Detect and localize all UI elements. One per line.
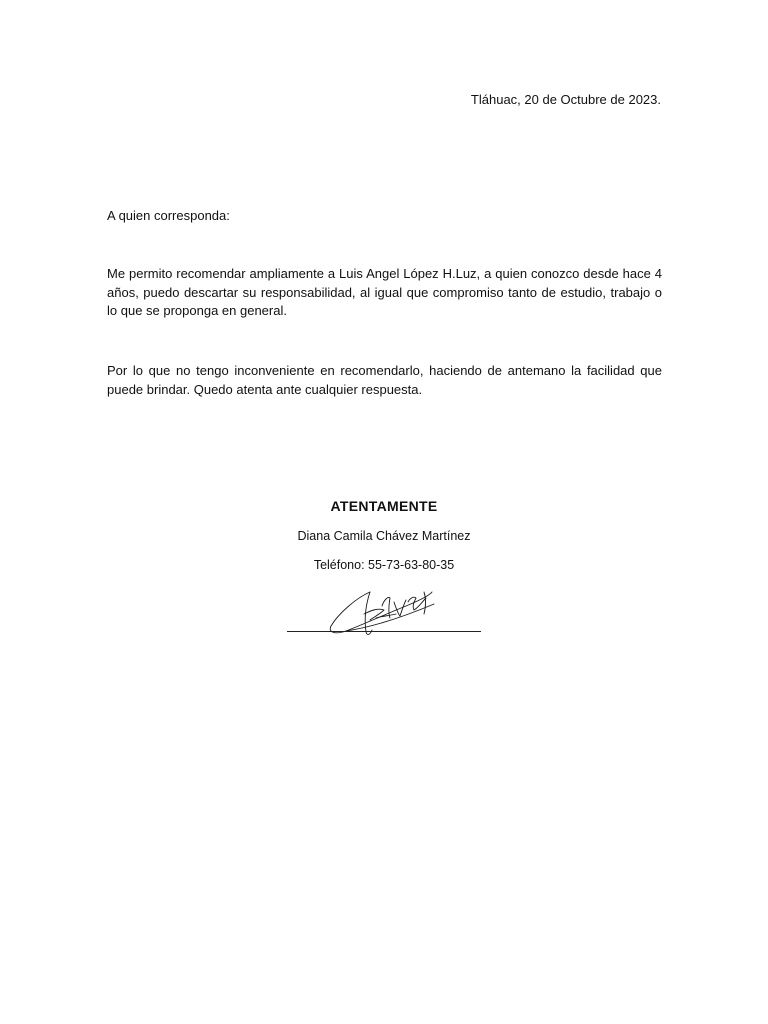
body-paragraph-1: Me permito recomendar ampliamente a Luis Angel López H.Luz, a quien conozco desde hace 4 años, puedo descartar su responsabilidad, al igual que compromiso tanto de estudio, trabajo o lo que se proponga en general. bbox=[107, 266, 662, 318]
closing: ATENTAMENTE bbox=[330, 498, 438, 514]
signature-line bbox=[287, 631, 481, 632]
signer-phone: Teléfono: 55-73-63-80-35 bbox=[313, 558, 455, 572]
signer-name: Diana Camila Chávez Martínez bbox=[297, 529, 471, 543]
letter-date: Tláhuac, 20 de Octubre de 2023. bbox=[470, 92, 661, 107]
salutation: A quien corresponda: bbox=[107, 208, 230, 223]
body-paragraph-2: Por lo que no tengo inconveniente en recomendarlo, haciendo de antemano la facilidad que puede brindar. Quedo atenta ante cualquier respuesta. bbox=[107, 363, 662, 397]
